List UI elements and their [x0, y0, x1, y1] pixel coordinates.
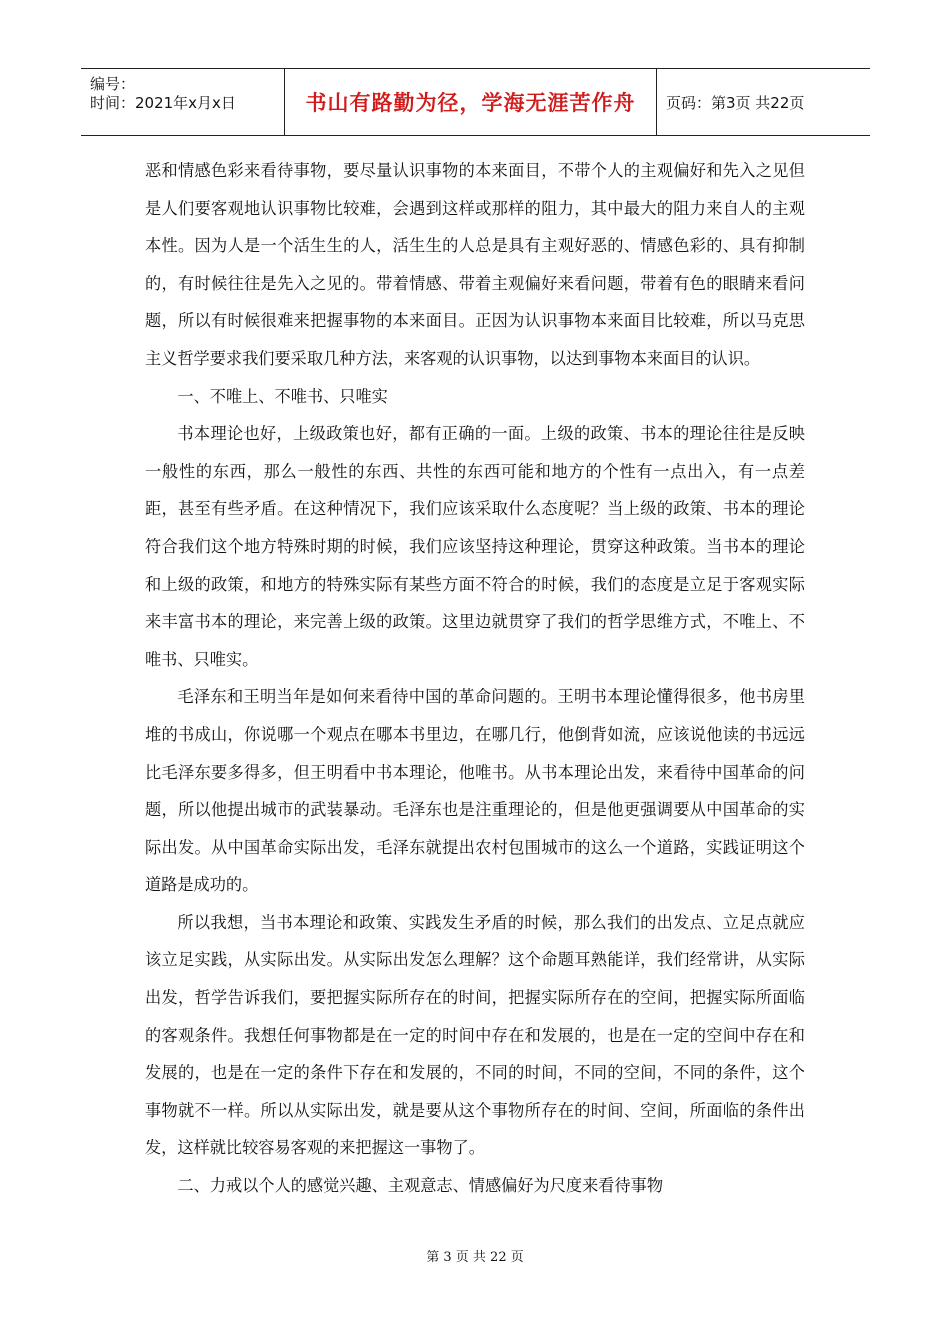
body-paragraph-3: 毛泽东和王明当年是如何来看待中国的革命问题的。王明书本理论懂得很多，他书房里堆的书成山，你说哪一个观点在哪本书里边，在哪几行，他倒背如流，应该说他读的书远远比毛泽东要多得多，但王明看中书本理论，他唯书。从书本理论出发，来看待中国革命的问题，所以他提出城市的武装暴动。毛泽东也是注重理论的，但是他更强调要从中国革命的实际出发。从中国革命实际出发，毛泽东就提出农村包围城市的这么一个道路，实践证明这个道路是成功的。	[145, 687, 805, 895]
section-heading-1: 一、不唯上、不唯书、只唯实	[177, 386, 388, 406]
body-paragraph-1: 恶和情感色彩来看待事物，要尽量认识事物的本来面目，不带个人的主观偏好和先入之见但是人们要客观地认识事物比较难，会遇到这样或那样的阻力，其中最大的阻力来自人的主观本性。因为人是一个活生生的人，活生生的人总是具有主观好恶的、情感色彩的、具有抑制的，有时候往往是先入之见的。带着情感、带着主观偏好来看问题，带着有色的眼睛来看问题，所以有时候很难来把握事物的本来面目。正因为认识事物本来面目比较难，所以马克思主义哲学要求我们要采取几种方法，来客观的认识事物，以达到事物本来面目的认识。	[145, 161, 805, 368]
section-heading-2: 二、力戒以个人的感觉兴趣、主观意志、情感偏好为尺度来看待事物	[177, 1176, 664, 1196]
header-meta-cell	[81, 69, 285, 135]
header-page-number: 页码：第3页 共22页	[666, 93, 805, 112]
body-paragraph-2: 书本理论也好，上级政策也好，都有正确的一面。上级的政策、书本的理论往往是反映一般性的东西，那么一般性的东西、共性的东西可能和地方的个性有一点出入，有一点差距，甚至有些矛盾。在这种情况下，我们应该采取什么态度呢？当上级的政策、书本的理论符合我们这个地方特殊时期的时候，我们应该坚持这种理论，贯穿这种政策。当书本的理论和上级的政策，和地方的特殊实际有某些方面不符合的时候，我们的态度是立足于客观实际来丰富书本的理论，来完善上级的政策。这里边就贯穿了我们的哲学思维方式，不唯上、不唯书、只唯实。	[145, 424, 805, 669]
document-number-label: 编号：	[90, 75, 136, 93]
page-footer: 第 3 页 共 22 页	[426, 1250, 524, 1265]
header-motto-cell	[285, 69, 657, 135]
header-motto: 书山有路勤为径，学海无涯苦作舟	[305, 91, 636, 115]
document-body	[145, 152, 805, 1205]
header-page-cell	[657, 69, 870, 135]
document-time-label: 时间：2021年x月x日	[90, 94, 236, 112]
document-header	[81, 68, 870, 136]
body-paragraph-4: 所以我想，当书本理论和政策、实践发生矛盾的时候，那么我们的出发点、立足点就应该立足实践，从实际出发。从实际出发怎么理解？这个命题耳熟能详，我们经常讲，从实际出发，哲学告诉我们，要把握实际所存在的时间，把握实际所存在的空间，把握实际所面临的客观条件。我想任何事物都是在一定的时间中存在和发展的，也是在一定的空间中存在和发展的，也是在一定的条件下存在和发展的，不同的时间，不同的空间，不同的条件，这个事物就不一样。所以从实际出发，就是要从这个事物所存在的时间、空间，所面临的条件出发，这样就比较容易客观的来把握这一事物了。	[145, 912, 805, 1158]
